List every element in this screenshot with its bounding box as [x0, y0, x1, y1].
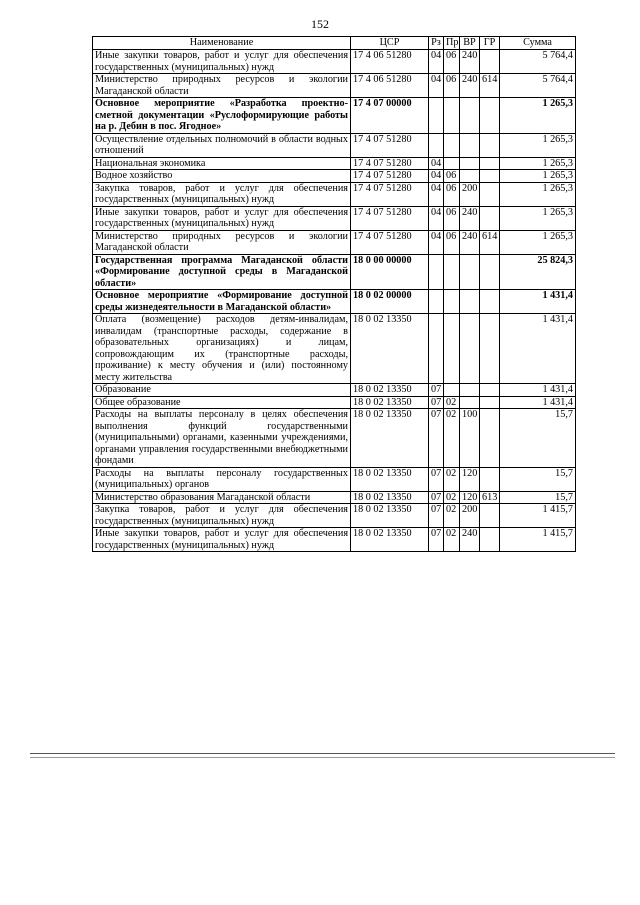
- cell-vr: [460, 170, 480, 183]
- cell-sum: 1 415,7: [500, 504, 576, 528]
- cell-sum: 15,7: [500, 467, 576, 491]
- footer-divider-secondary: [30, 757, 615, 758]
- cell-pr: 06: [444, 74, 460, 98]
- cell-vr: 240: [460, 50, 480, 74]
- cell-sum: 1 415,7: [500, 528, 576, 552]
- cell-sum: 5 764,4: [500, 74, 576, 98]
- cell-rz: 07: [429, 409, 444, 468]
- cell-pr: 06: [444, 50, 460, 74]
- cell-name: Иные закупки товаров, работ и услуг для обеспечения государственных (муниципальных) нужд: [93, 206, 351, 230]
- cell-pr: 06: [444, 182, 460, 206]
- cell-gr: [480, 409, 500, 468]
- cell-name: Образование: [93, 384, 351, 397]
- cell-csr: 17 4 07 51280: [351, 182, 429, 206]
- table-row: [93, 206, 576, 230]
- cell-csr: 17 4 07 51280: [351, 157, 429, 170]
- table-row: [93, 491, 576, 504]
- cell-csr: 17 4 06 51280: [351, 50, 429, 74]
- cell-name: Оплата (возмещение) расходов детям-инвалидам, инвалидам (транспортные расходы, содержание в образовательных организациях) и лицам, сопровождающим их (транспортные расходы, проживание) к месту обучения и (или) постоянному месту жительства: [93, 314, 351, 384]
- cell-gr: [480, 254, 500, 290]
- cell-pr: 06: [444, 206, 460, 230]
- cell-csr: 18 0 02 13350: [351, 504, 429, 528]
- cell-pr: [444, 384, 460, 397]
- cell-rz: [429, 290, 444, 314]
- table-row: [93, 230, 576, 254]
- cell-sum: 1 265,3: [500, 98, 576, 134]
- cell-rz: 07: [429, 384, 444, 397]
- cell-name: Водное хозяйство: [93, 170, 351, 183]
- cell-vr: [460, 314, 480, 384]
- cell-rz: 07: [429, 467, 444, 491]
- cell-vr: [460, 290, 480, 314]
- cell-vr: 240: [460, 74, 480, 98]
- cell-sum: 5 764,4: [500, 50, 576, 74]
- table-body: [93, 50, 576, 552]
- table-row: [93, 396, 576, 409]
- cell-vr: [460, 157, 480, 170]
- cell-pr: 02: [444, 467, 460, 491]
- cell-sum: 1 431,4: [500, 396, 576, 409]
- cell-rz: 04: [429, 50, 444, 74]
- cell-name: Иные закупки товаров, работ и услуг для обеспечения государственных (муниципальных) нужд: [93, 50, 351, 74]
- cell-pr: [444, 98, 460, 134]
- cell-gr: [480, 157, 500, 170]
- cell-name: Национальная экономика: [93, 157, 351, 170]
- page-number: 152: [311, 17, 329, 31]
- cell-gr: [480, 504, 500, 528]
- table-row: [93, 170, 576, 183]
- cell-sum: 1 431,4: [500, 384, 576, 397]
- cell-rz: 04: [429, 230, 444, 254]
- cell-vr: 120: [460, 467, 480, 491]
- cell-rz: 07: [429, 396, 444, 409]
- column-header-gr: ГР: [480, 37, 500, 50]
- table-row: [93, 74, 576, 98]
- cell-csr: 17 4 07 51280: [351, 133, 429, 157]
- table-row: [93, 528, 576, 552]
- cell-vr: [460, 384, 480, 397]
- table-row: [93, 504, 576, 528]
- cell-name: Закупка товаров, работ и услуг для обеспечения государственных (муниципальных) нужд: [93, 182, 351, 206]
- cell-vr: 240: [460, 528, 480, 552]
- column-header-pr: Пр: [444, 37, 460, 50]
- cell-csr: 17 4 07 00000: [351, 98, 429, 134]
- cell-name: Закупка товаров, работ и услуг для обеспечения государственных (муниципальных) нужд: [93, 504, 351, 528]
- cell-pr: 02: [444, 528, 460, 552]
- cell-name: Расходы на выплаты персоналу в целях обеспечения выполнения функций государственными (муниципальными) органами, казенными учреждениями, органами управления государственными внебюджетными фондами: [93, 409, 351, 468]
- cell-rz: 04: [429, 157, 444, 170]
- cell-gr: 614: [480, 230, 500, 254]
- cell-sum: 1 265,3: [500, 206, 576, 230]
- cell-gr: [480, 528, 500, 552]
- cell-pr: 02: [444, 409, 460, 468]
- cell-csr: 17 4 07 51280: [351, 170, 429, 183]
- table-header-row: [93, 37, 576, 50]
- cell-csr: 17 4 07 51280: [351, 230, 429, 254]
- cell-rz: 04: [429, 182, 444, 206]
- column-header-csr: ЦСР: [351, 37, 429, 50]
- column-header-name: Наименование: [93, 37, 351, 50]
- cell-sum: 1 265,3: [500, 133, 576, 157]
- cell-rz: 07: [429, 504, 444, 528]
- cell-sum: 1 431,4: [500, 314, 576, 384]
- cell-csr: 18 0 02 00000: [351, 290, 429, 314]
- cell-sum: 1 265,3: [500, 157, 576, 170]
- cell-csr: 17 4 06 51280: [351, 74, 429, 98]
- cell-csr: 18 0 02 13350: [351, 491, 429, 504]
- cell-rz: [429, 314, 444, 384]
- table-row: [93, 157, 576, 170]
- cell-name: Общее образование: [93, 396, 351, 409]
- cell-gr: [480, 314, 500, 384]
- column-header-sum: Сумма: [500, 37, 576, 50]
- cell-name: Министерство образования Магаданской области: [93, 491, 351, 504]
- cell-pr: [444, 254, 460, 290]
- cell-vr: [460, 98, 480, 134]
- cell-pr: [444, 157, 460, 170]
- cell-rz: [429, 98, 444, 134]
- cell-csr: 18 0 02 13350: [351, 396, 429, 409]
- cell-gr: [480, 396, 500, 409]
- cell-gr: [480, 467, 500, 491]
- cell-name: Государственная программа Магаданской области «Формирование доступной среды в Магаданской области»: [93, 254, 351, 290]
- cell-csr: 18 0 02 13350: [351, 467, 429, 491]
- table-row: [93, 384, 576, 397]
- cell-rz: 04: [429, 206, 444, 230]
- cell-vr: [460, 396, 480, 409]
- table-row: [93, 409, 576, 468]
- table-row: [93, 50, 576, 74]
- footer-divider: [30, 753, 615, 754]
- cell-gr: [480, 206, 500, 230]
- cell-vr: 120: [460, 491, 480, 504]
- table-row: [93, 182, 576, 206]
- cell-gr: [480, 182, 500, 206]
- table-row: [93, 467, 576, 491]
- cell-sum: 1 265,3: [500, 182, 576, 206]
- cell-pr: [444, 314, 460, 384]
- cell-vr: [460, 133, 480, 157]
- cell-vr: 200: [460, 504, 480, 528]
- column-header-vr: ВР: [460, 37, 480, 50]
- table-row: [93, 98, 576, 134]
- cell-sum: 15,7: [500, 409, 576, 468]
- cell-pr: 06: [444, 170, 460, 183]
- cell-csr: 18 0 00 00000: [351, 254, 429, 290]
- cell-name: Иные закупки товаров, работ и услуг для обеспечения государственных (муниципальных) нужд: [93, 528, 351, 552]
- cell-rz: 04: [429, 74, 444, 98]
- cell-pr: 06: [444, 230, 460, 254]
- cell-sum: 1 431,4: [500, 290, 576, 314]
- cell-pr: 02: [444, 504, 460, 528]
- cell-name: Основное мероприятие «Формирование доступной среды жизнедеятельности в Магаданской области»: [93, 290, 351, 314]
- cell-name: Расходы на выплаты персоналу государственных (муниципальных) органов: [93, 467, 351, 491]
- cell-sum: 1 265,3: [500, 230, 576, 254]
- cell-pr: [444, 133, 460, 157]
- cell-gr: [480, 50, 500, 74]
- cell-csr: 17 4 07 51280: [351, 206, 429, 230]
- cell-sum: 15,7: [500, 491, 576, 504]
- cell-pr: [444, 290, 460, 314]
- cell-vr: 240: [460, 206, 480, 230]
- cell-csr: 18 0 02 13350: [351, 314, 429, 384]
- table-row: [93, 133, 576, 157]
- table-row: [93, 314, 576, 384]
- cell-vr: 100: [460, 409, 480, 468]
- cell-name: Министерство природных ресурсов и экологии Магаданской области: [93, 74, 351, 98]
- cell-name: Министерство природных ресурсов и экологии Магаданской области: [93, 230, 351, 254]
- cell-pr: 02: [444, 491, 460, 504]
- cell-vr: [460, 254, 480, 290]
- cell-csr: 18 0 02 13350: [351, 384, 429, 397]
- cell-rz: [429, 254, 444, 290]
- cell-gr: [480, 133, 500, 157]
- cell-vr: 200: [460, 182, 480, 206]
- cell-gr: [480, 170, 500, 183]
- cell-name: Основное мероприятие «Разработка проектно-сметной документации «Руслоформирующие работы на р. Дебин в пос. Ягодное»: [93, 98, 351, 134]
- cell-csr: 18 0 02 13350: [351, 409, 429, 468]
- cell-pr: 02: [444, 396, 460, 409]
- cell-gr: [480, 98, 500, 134]
- cell-sum: 25 824,3: [500, 254, 576, 290]
- table-row: [93, 290, 576, 314]
- cell-gr: 614: [480, 74, 500, 98]
- table-row: [93, 254, 576, 290]
- cell-name: Осуществление отдельных полномочий в области водных отношений: [93, 133, 351, 157]
- cell-rz: [429, 133, 444, 157]
- budget-table: [92, 36, 576, 552]
- cell-gr: [480, 384, 500, 397]
- cell-sum: 1 265,3: [500, 170, 576, 183]
- cell-rz: 07: [429, 528, 444, 552]
- cell-rz: 04: [429, 170, 444, 183]
- cell-gr: 613: [480, 491, 500, 504]
- cell-rz: 07: [429, 491, 444, 504]
- cell-gr: [480, 290, 500, 314]
- cell-vr: 240: [460, 230, 480, 254]
- column-header-rz: Рз: [429, 37, 444, 50]
- cell-csr: 18 0 02 13350: [351, 528, 429, 552]
